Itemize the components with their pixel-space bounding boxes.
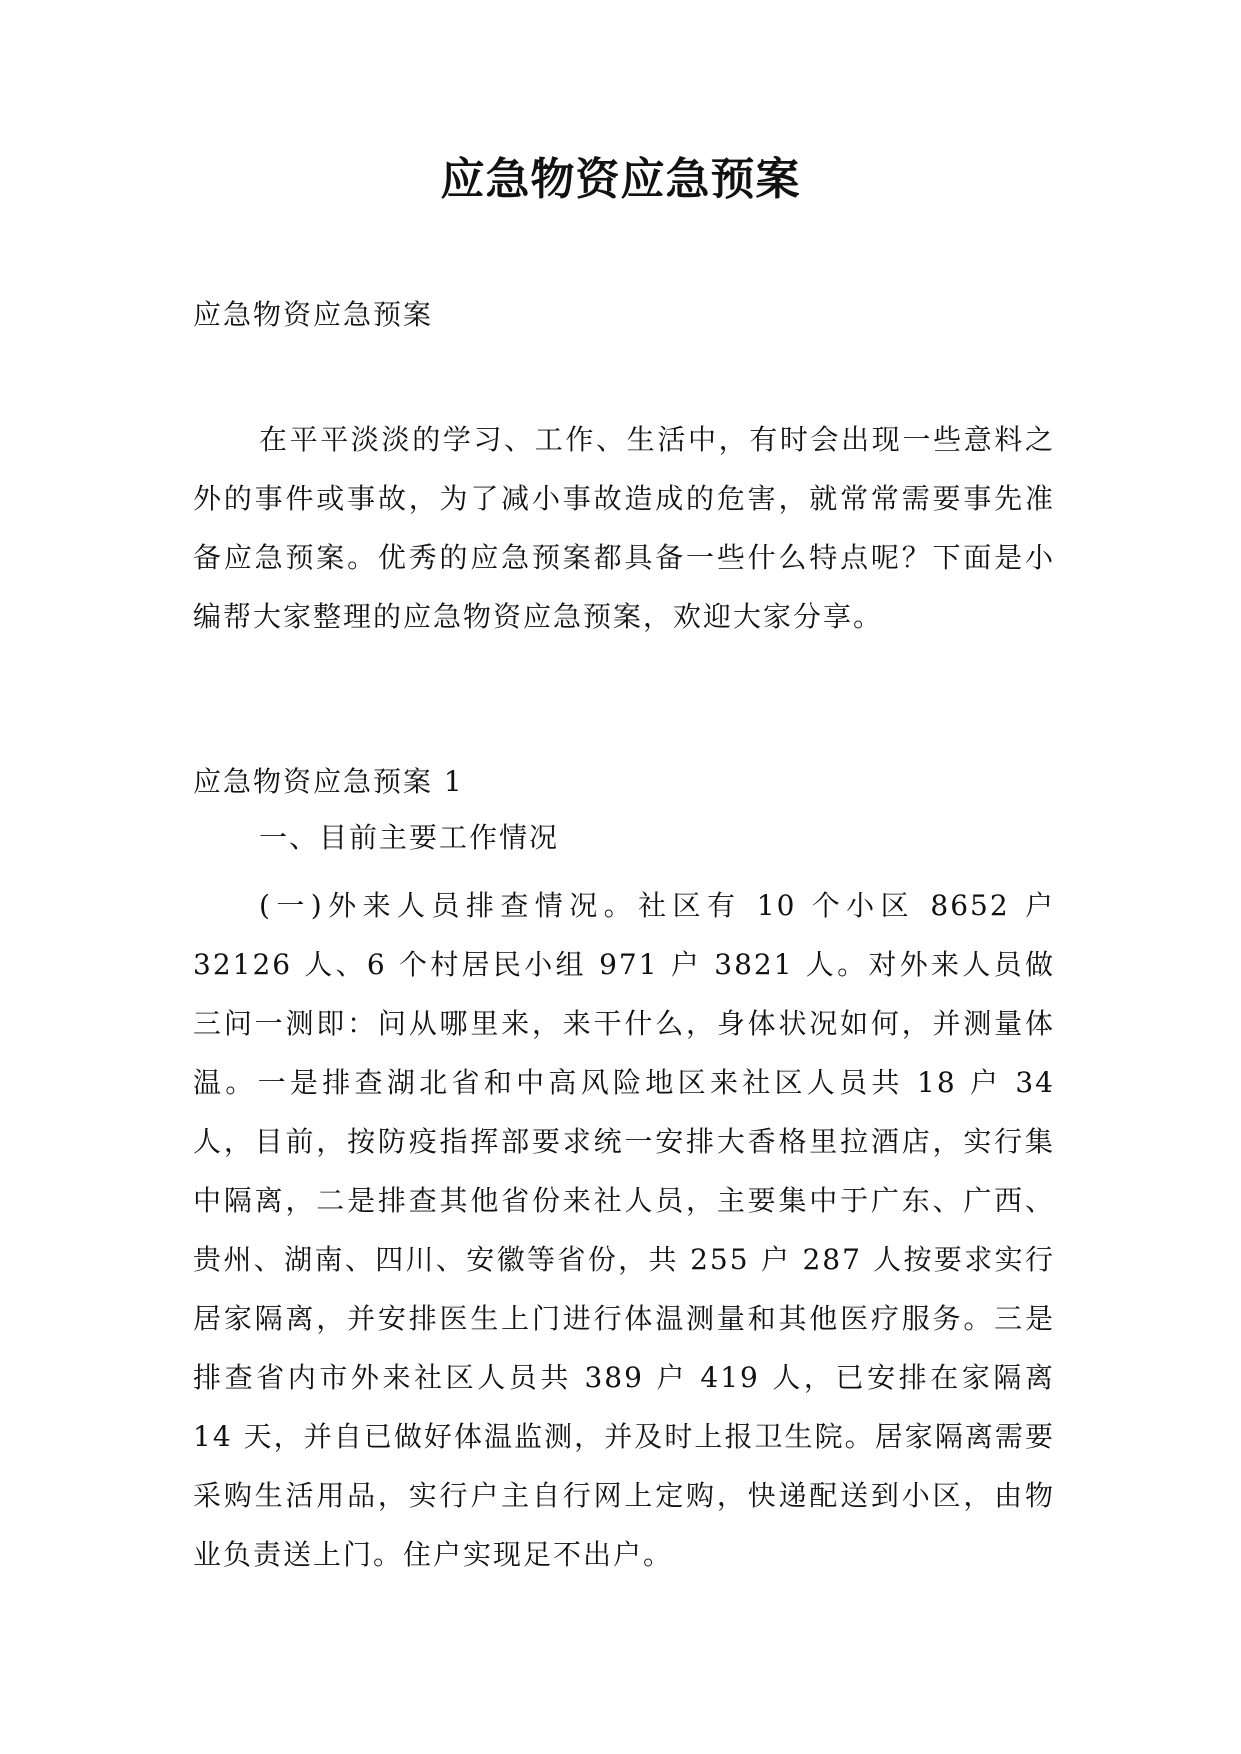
document-subtitle: 应急物资应急预案 (193, 298, 434, 331)
document-title: 应急物资应急预案 (440, 154, 801, 205)
section-title: 应急物资应急预案 1 (193, 765, 464, 798)
intro-paragraph: 在平平淡淡的学习、工作、生活中，有时会出现一些意料之外的事件或事故，为了减小事故造成的危害，就常常需要事先准备应急预案。优秀的应急预案都具备一些什么特点呢？下面是小编帮大家整理的应急物资应急预案，欢迎大家分享。 (193, 423, 1055, 633)
section-heading: 一、目前主要工作情况 (259, 821, 560, 854)
body-paragraph: (一)外来人员排查情况。社区有 10 个小区 8652 户 32126 人、6 个村居民小组 971 户 3821 人。对外来人员做三问一测即：问从哪里来，来干什么，身体状况如何，并测量体温。一是排查湖北省和中高风险地区来社区人员共 18 户 34 人，目前，按防疫指挥部要求统一安排大香格里拉酒店，实行集中隔离，二是排查其他省份来社人员，主要集中于广东、广西、贵州、湖南、四川、安徽等省份，共 255 户 287 人按要求实行居家隔离，并安排医生上门进行体温测量和其他医疗服务。三是排查省内市外来社区人员共 389 户 419 人，已安排在家隔离 14 天，并自已做好体温监测，并及时上报卫生院。居家隔离需要采购生活用品，实行户主自行网上定购，快递配送到小区，由物业负责送上门。住户实现足不出户。 (193, 889, 1055, 1571)
